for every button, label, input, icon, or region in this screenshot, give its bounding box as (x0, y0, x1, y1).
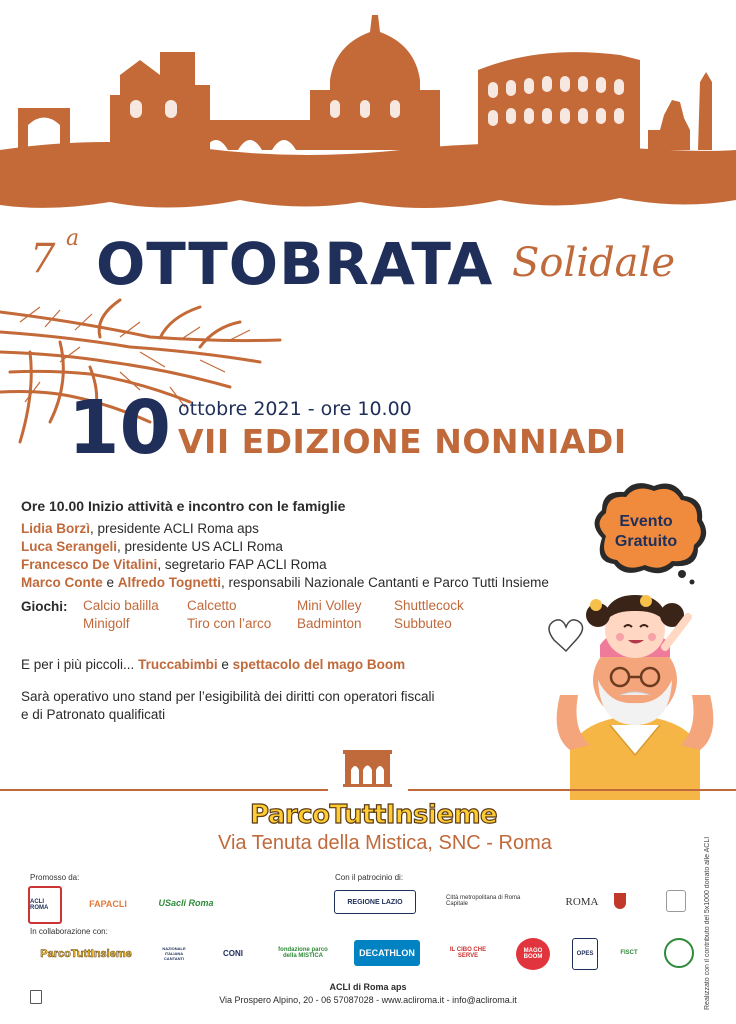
roma-logo (558, 892, 606, 912)
badge-line: Evento (619, 513, 673, 530)
citta-metropolitana-logo (446, 890, 536, 912)
fondazione-mistica-logo (272, 938, 334, 968)
event-edition: VII EDIZIONE NONNIADI (178, 422, 627, 461)
speaker-role: , presidente ACLI Roma aps (90, 521, 259, 536)
kids-prefix: E per i più piccoli... (21, 657, 139, 672)
opes-logo (572, 938, 598, 970)
logo-text: FISCT (620, 950, 638, 956)
regione-lazio-logo (334, 890, 416, 914)
game-item: Calcio balilla (83, 598, 159, 613)
five-per-mille-note: Realizzato con il contributo del 5x1000 donato alle ACLI (704, 836, 711, 1010)
stand-line: e di Patronato qualificati (21, 707, 166, 722)
game-item: Shuttlecock (394, 598, 464, 613)
logo-text: ROMA (565, 896, 599, 908)
kids-item: spettacolo del mago Boom (232, 657, 406, 672)
mago-boom-logo (516, 938, 550, 970)
speaker-name: Marco Conte (21, 575, 103, 590)
speaker-name: Alfredo Tognetti (117, 575, 222, 590)
acli-roma-logo (28, 886, 62, 924)
logo-text: USacli Roma (158, 898, 214, 908)
speaker-line (21, 574, 549, 592)
logo-text: fondazione parco della MISTICA (278, 947, 328, 959)
logo-text: ParcoTuttInsieme (40, 948, 132, 960)
badge-line: Gratuito (614, 533, 678, 550)
arch-icon (343, 750, 392, 787)
title-ottobrata: OTTOBRATA (96, 230, 494, 298)
title-solidale: Solidale (512, 240, 675, 286)
logo-text: OPES (576, 951, 594, 957)
program-heading: Ore 10.00 Inizio attività e incontro con le famiglie (21, 498, 346, 514)
fisct-logo (612, 938, 646, 968)
edition-number: 7 (30, 236, 56, 282)
promoted-label: Promosso da: (30, 873, 80, 882)
speaker-role: , segretario FAP ACLI Roma (157, 557, 327, 572)
speaker-role: , responsabili Nazionale Cantanti e Parco Tutti Insieme (221, 575, 549, 590)
fapacli-logo (84, 890, 132, 918)
edition-superscript: a (66, 226, 80, 251)
speaker-conj: e (102, 575, 118, 590)
parco-tutti-insieme-logo (30, 944, 142, 964)
logo-text: NAZIONALE ITALIANA CANTANTI (162, 945, 186, 961)
speaker-role: , presidente US ACLI Roma (117, 539, 283, 554)
speakers-list (21, 520, 549, 592)
game-item: Badminton (297, 616, 362, 631)
footer-contact: Via Prospero Alpino, 20 - 06 57087028 - www.acliroma.it - info@acliroma.it (219, 995, 517, 1005)
game-item: Tiro con l’arco (187, 616, 272, 631)
logo-text: IL CIBO CHE SERVE (449, 947, 487, 959)
venue-address: Via Tenuta della Mistica, SNC - Roma (218, 832, 552, 854)
logo-text: CONI (223, 948, 243, 958)
logo-text: FAPACLI (89, 899, 127, 909)
collab-label: In collaborazione con: (30, 927, 108, 936)
game-item: Subbuteo (394, 616, 452, 631)
event-month-time: ottobre 2021 - ore 10.00 (178, 398, 412, 420)
games-label: Giochi: (21, 599, 68, 614)
logo-text: DECATHLON (359, 948, 415, 958)
event-day: 10 (68, 385, 171, 471)
game-item: Calcetto (187, 598, 237, 613)
game-item: Mini Volley (297, 598, 362, 613)
venue-divider (0, 748, 736, 803)
game-item: Minigolf (83, 616, 130, 631)
logo-text: REGIONE LAZIO (347, 898, 403, 906)
park-name-logo: ParcoTuttInsieme (250, 800, 498, 830)
nazionale-cantanti-logo (158, 938, 190, 968)
rome-skyline-illustration (0, 0, 736, 215)
kids-conj: e (217, 657, 233, 672)
kids-item: Truccabimbi (138, 657, 218, 672)
usacli-logo (158, 888, 214, 918)
footer-org-name: ACLI di Roma aps (329, 982, 407, 992)
stand-info (21, 688, 481, 724)
free-event-badge (596, 512, 696, 552)
kids-activities (21, 656, 405, 674)
speaker-name: Francesco De Vitalini (21, 557, 158, 572)
speaker-line (21, 520, 549, 538)
vatican-emblem-icon (666, 890, 686, 912)
logo-text: ACLI ROMA (30, 899, 49, 911)
logo-text: Città metropolitana di Roma Capitale (446, 895, 521, 907)
speaker-name: Lidia Borzì (21, 521, 91, 536)
logo-text: MAGO BOOM (523, 948, 543, 960)
cibo-che-serve-logo (440, 940, 496, 966)
circular-badge-icon (664, 938, 694, 968)
speaker-line (21, 556, 549, 574)
roma-shield-icon (614, 893, 626, 909)
speaker-name: Luca Serangeli (21, 539, 118, 554)
decathlon-logo (354, 940, 420, 966)
stand-line: Sarà operativo uno stand per l’esigibilità dei diritti con operatori fiscali (21, 689, 435, 704)
patronage-label: Con il patrocinio di: (335, 873, 404, 882)
speaker-line (21, 538, 549, 556)
coni-logo (210, 938, 256, 968)
